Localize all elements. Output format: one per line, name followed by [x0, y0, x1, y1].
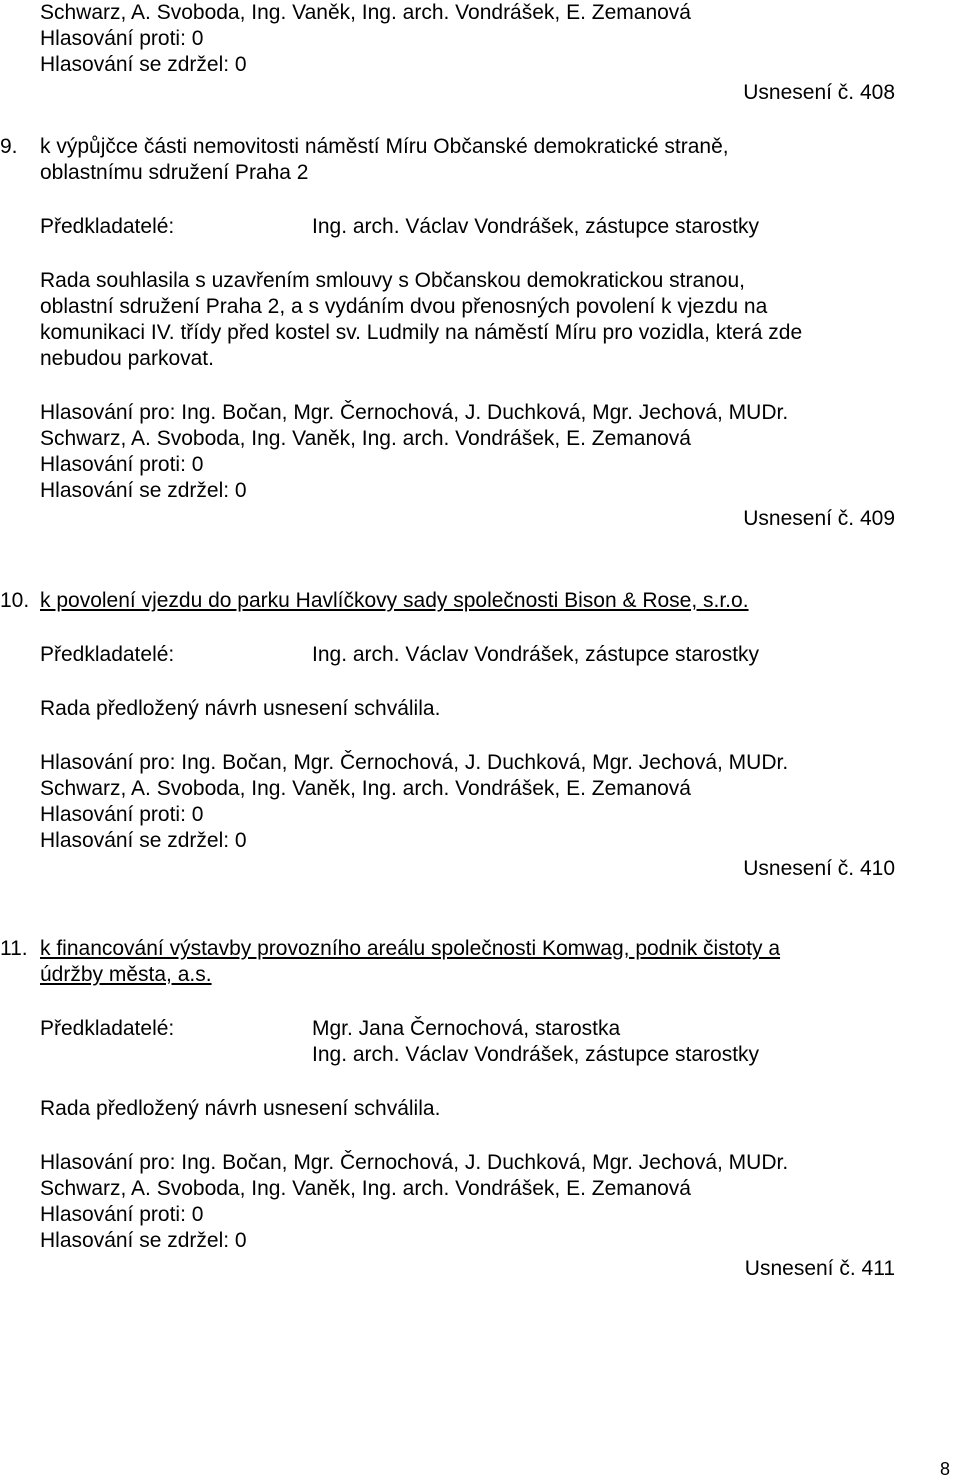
body-text: Rada předložený návrh usnesení schválila.	[40, 697, 441, 720]
submitter: Ing. arch. Václav Vondrášek, zástupce starostky	[312, 643, 760, 666]
submitters-label: Předkladatelé:	[40, 215, 175, 238]
resolution-number: Usnesení č. 410	[743, 857, 895, 880]
item-number: 11.	[0, 937, 28, 960]
vote-for-continuation: Schwarz, A. Svoboda, Ing. Vaněk, Ing. arch. Vondrášek, E. Zemanová	[40, 1, 691, 24]
vote-for: Hlasování pro: Ing. Bočan, Mgr. Černochová, J. Duchková, Mgr. Jechová, MUDr.	[40, 401, 789, 424]
submitter: Ing. arch. Václav Vondrášek, zástupce starostky	[312, 1043, 760, 1066]
item-title: oblastnímu sdružení Praha 2	[40, 161, 309, 184]
resolution-number: Usnesení č. 411	[744, 1257, 895, 1280]
submitter: Ing. arch. Václav Vondrášek, zástupce starostky	[312, 215, 760, 238]
body-text: Rada souhlasila s uzavřením smlouvy s Občanskou demokratickou stranou,	[40, 269, 745, 292]
item-title: k výpůjčce části nemovitosti náměstí Míru Občanské demokratické straně,	[40, 135, 729, 158]
resolution-number: Usnesení č. 409	[743, 507, 895, 530]
vote-abstain: Hlasování se zdržel: 0	[40, 1229, 247, 1252]
vote-for: Schwarz, A. Svoboda, Ing. Vaněk, Ing. arch. Vondrášek, E. Zemanová	[40, 777, 691, 800]
item-title: k povolení vjezdu do parku Havlíčkovy sady společnosti Bison & Rose, s.r.o.	[40, 589, 749, 612]
submitter: Mgr. Jana Černochová, starostka	[312, 1017, 621, 1040]
vote-for: Schwarz, A. Svoboda, Ing. Vaněk, Ing. arch. Vondrášek, E. Zemanová	[40, 427, 691, 450]
submitters-label: Předkladatelé:	[40, 1017, 175, 1040]
item-title: údržby města, a.s.	[40, 963, 212, 986]
submitters-label: Předkladatelé:	[40, 643, 175, 666]
body-text: komunikaci IV. třídy před kostel sv. Ludmily na náměstí Míru pro vozidla, která zde	[40, 321, 803, 344]
vote-against: Hlasování proti: 0	[40, 453, 204, 476]
item-number: 9.	[0, 135, 18, 158]
body-text: Rada předložený návrh usnesení schválila.	[40, 1097, 441, 1120]
resolution-number: Usnesení č. 408	[743, 81, 895, 104]
item-title: k financování výstavby provozního areálu společnosti Komwag, podnik čistoty a	[40, 937, 781, 960]
vote-for: Hlasování pro: Ing. Bočan, Mgr. Černochová, J. Duchková, Mgr. Jechová, MUDr.	[40, 751, 789, 774]
body-text: nebudou parkovat.	[40, 347, 214, 370]
vote-for: Schwarz, A. Svoboda, Ing. Vaněk, Ing. arch. Vondrášek, E. Zemanová	[40, 1177, 691, 1200]
body-text: oblastní sdružení Praha 2, a s vydáním dvou přenosných povolení k vjezdu na	[40, 295, 768, 318]
vote-against: Hlasování proti: 0	[40, 803, 204, 826]
item-number: 10.	[0, 589, 30, 612]
vote-abstain: Hlasování se zdržel: 0	[40, 479, 247, 502]
vote-for: Hlasování pro: Ing. Bočan, Mgr. Černochová, J. Duchková, Mgr. Jechová, MUDr.	[40, 1151, 789, 1174]
vote-abstain: Hlasování se zdržel: 0	[40, 829, 247, 852]
page-number: 8	[939, 1459, 950, 1479]
vote-abstain: Hlasování se zdržel: 0	[40, 53, 247, 76]
vote-against: Hlasování proti: 0	[40, 1203, 204, 1226]
vote-against: Hlasování proti: 0	[40, 27, 204, 50]
